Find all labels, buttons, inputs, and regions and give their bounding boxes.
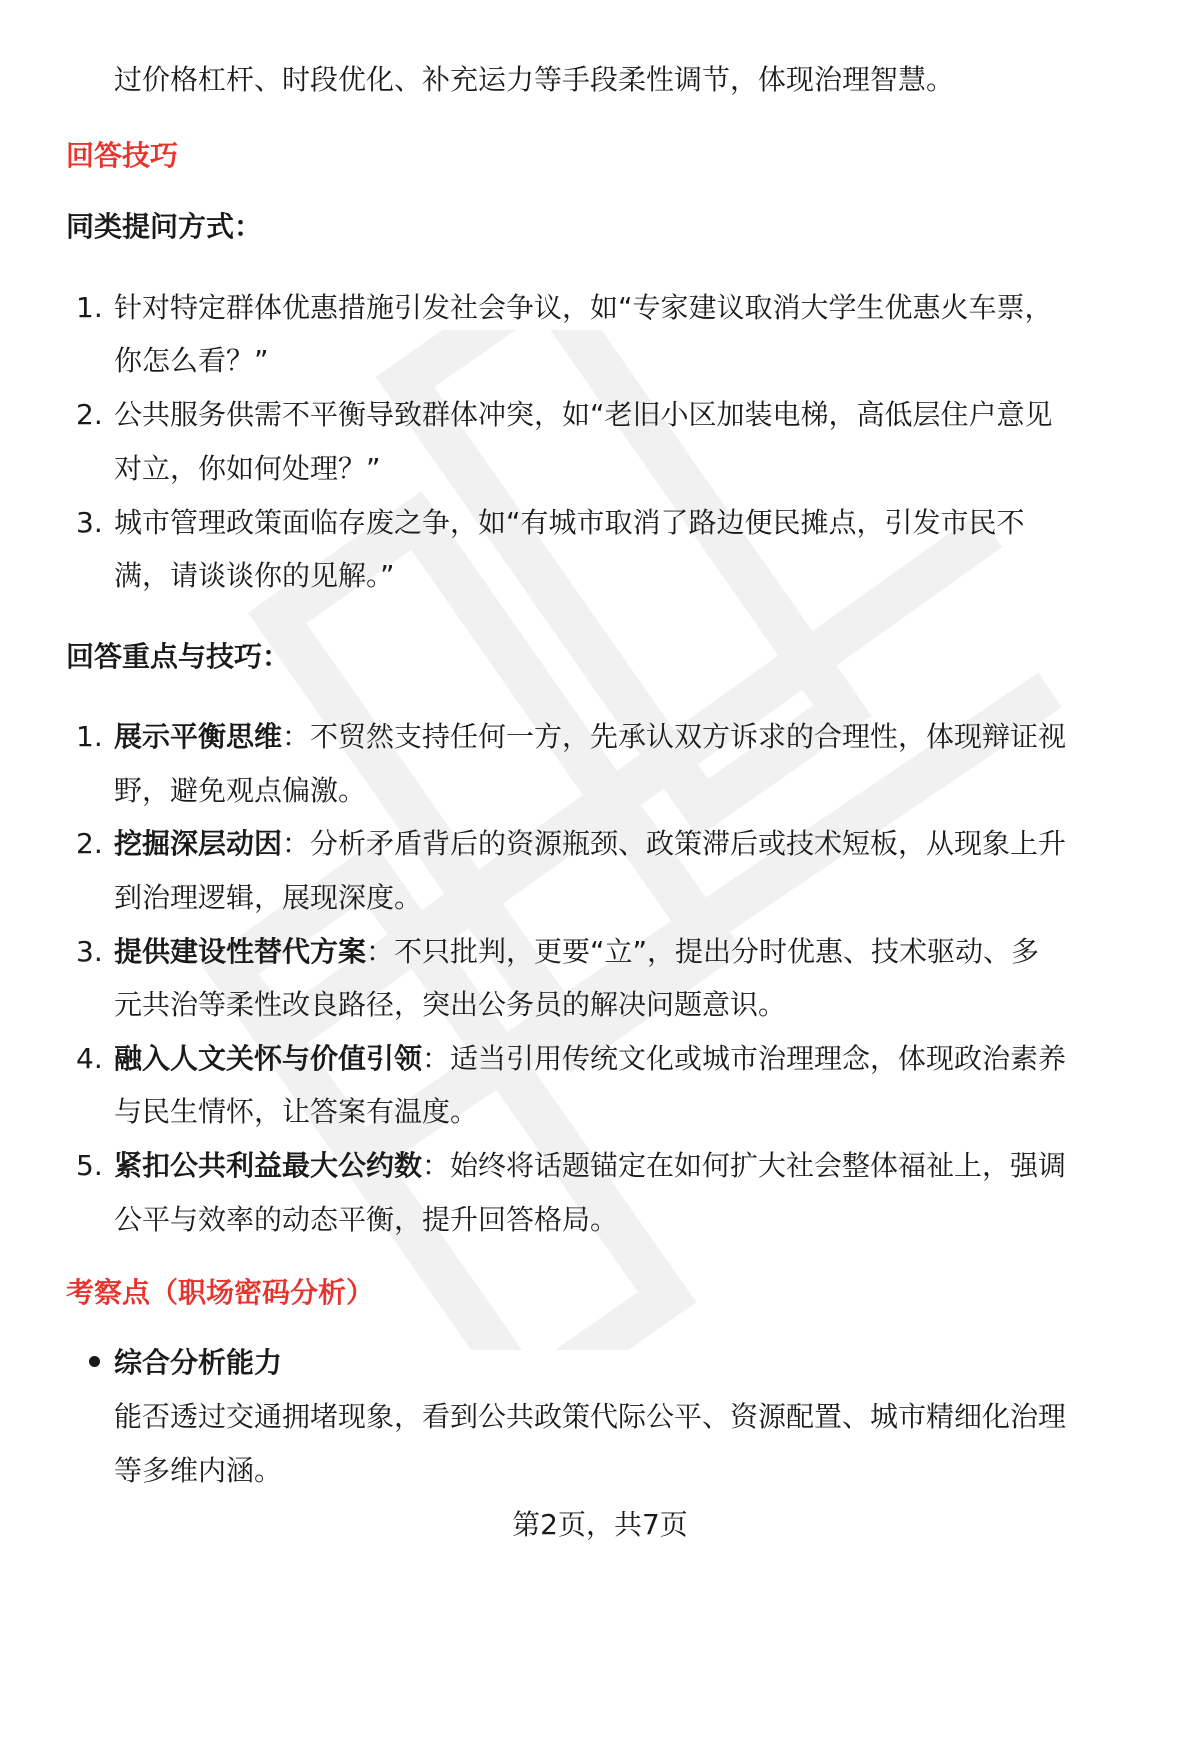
item-detail: ：不只批判，更要“立”，提出分时优惠、技术驱动、多 [366,935,1040,968]
section-heading-points: 考察点（职场密码分析） [66,1276,375,1309]
list-number: 4. [76,1042,103,1075]
list-number: 2. [76,398,103,431]
list-item-text [114,932,1039,972]
intro-tail-text: 过价格杠杆、时段优化、补充运力等手段柔性调节，体现治理智慧。 [114,63,955,96]
list-item-text [114,824,1066,864]
section-heading-tips: 回答技巧 [66,139,179,172]
item-keyword: 展示平衡思维 [114,720,283,753]
list-item-text: 满，请谈谈你的见解。” [114,559,395,592]
point-title: 综合分析能力 [114,1346,283,1379]
list-item-text: 对立，你如何处理？” [114,452,381,485]
list-number: 3. [76,935,103,968]
item-keyword: 紧扣公共利益最大公约数 [114,1149,423,1182]
list-item-text [114,1146,1066,1186]
list-item-text: 你怎么看？” [114,344,269,377]
item-detail: ：始终将话题锚定在如何扩大社会整体福祉上，强调 [422,1149,1067,1182]
bullet-icon [89,1356,100,1367]
list-number: 2. [76,827,103,860]
list-item-text: 城市管理政策面临存废之争，如“有城市取消了路边便民摊点，引发市民不 [114,506,1025,539]
list-item-text: 公共服务供需不平衡导致群体冲突，如“老旧小区加装电梯，高低层住户意见 [114,398,1053,431]
list-number: 5. [76,1149,103,1182]
list-item-text [114,717,1066,757]
list-item-text: 针对特定群体优惠措施引发社会争议，如“专家建议取消大学生优惠火车票， [114,291,1053,324]
list-number: 3. [76,506,103,539]
list-item-text: 到治理逻辑，展现深度。 [114,881,423,914]
similar-questions-heading: 同类提问方式： [66,210,263,243]
list-item-text: 野，避免观点偏激。 [114,774,367,807]
item-detail: ：适当引用传统文化或城市治理理念，体现政治素养 [422,1042,1067,1075]
item-keyword: 提供建设性替代方案 [114,935,367,968]
item-detail: ：不贸然支持任何一方，先承认双方诉求的合理性，体现辩证视 [282,720,1067,753]
list-number: 1. [76,291,103,324]
list-number: 1. [76,720,103,753]
list-item-text: 与民生情怀，让答案有温度。 [114,1095,479,1128]
point-description: 能否透过交通拥堵现象，看到公共政策代际公平、资源配置、城市精细化治理 [114,1400,1067,1433]
list-item-text: 元共治等柔性改良路径，突出公务员的解决问题意识。 [114,988,787,1021]
key-points-heading: 回答重点与技巧： [66,640,291,673]
list-item-text: 公平与效率的动态平衡，提升回答格局。 [114,1203,619,1236]
point-description: 等多维内涵。 [114,1454,283,1487]
item-keyword: 挖掘深层动因 [114,827,283,860]
list-item-text [114,1039,1066,1079]
item-keyword: 融入人文关怀与价值引领 [114,1042,423,1075]
page-number-footer: 第2页，共7页 [512,1508,688,1541]
item-detail: ：分析矛盾背后的资源瓶颈、政策滞后或技术短板，从现象上升 [282,827,1067,860]
